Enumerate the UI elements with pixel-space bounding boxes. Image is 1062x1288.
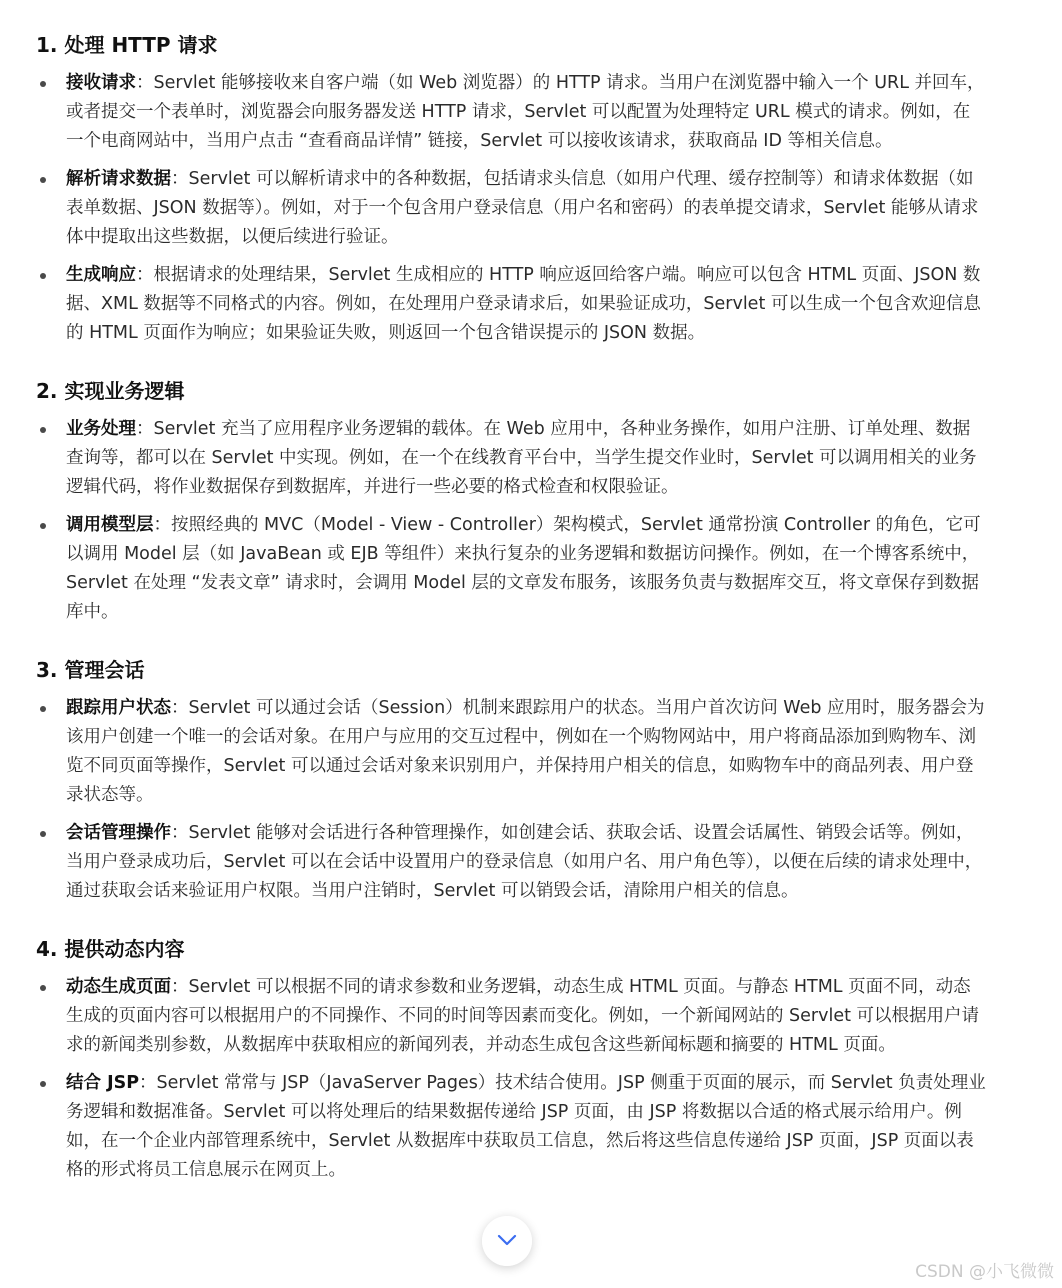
section-title: 4. 提供动态内容 bbox=[36, 937, 185, 961]
item-text: Servlet 可以通过会话（Session）机制来跟踪用户的状态。当用户首次访问 Web 应用时，服务器会为该用户创建一个唯一的会话对象。在用户与应用的交互过程中，例如在一个购物网站中，用户将商品添加到购物车、浏览不同页面等操作，Servlet 可以通过会话对象来识别用户，并保持用户相关的信息，如购物车中的商品列表、用户登录状态等。 bbox=[66, 698, 985, 805]
item-label: 调用模型层 bbox=[66, 515, 154, 535]
item-label: 跟踪用户状态 bbox=[66, 698, 171, 718]
list-item bbox=[36, 819, 986, 906]
item-label: 接收请求 bbox=[66, 73, 136, 93]
item-text: Servlet 可以根据不同的请求参数和业务逻辑，动态生成 HTML 页面。与静态 HTML 页面不同，动态生成的页面内容可以根据用户的不同操作、不同的时间等因素而变化。例如，一个新闻网站的 Servlet 可以根据用户请求的新闻类别参数，从数据库中获取相应的新闻列表，并动态生成包含这些新闻标题和摘要的 HTML 页面。 bbox=[66, 977, 980, 1055]
section-business-logic bbox=[36, 376, 986, 627]
item-separator: ： bbox=[171, 977, 189, 997]
item-text: Servlet 能够接收来自客户端（如 Web 浏览器）的 HTTP 请求。当用户在浏览器中输入一个 URL 并回车，或者提交一个表单时，浏览器会向服务器发送 HTTP 请求，Servlet 可以配置为处理特定 URL 模式的请求。例如，在一个电商网站中，当用户点击 “查看商品详情” 链接，Servlet 可以接收该请求，获取商品 ID 等相关信息。 bbox=[66, 73, 985, 151]
section-dynamic-content bbox=[36, 934, 986, 1185]
item-label: 生成响应 bbox=[66, 265, 136, 285]
item-separator: ： bbox=[171, 169, 189, 189]
item-text: Servlet 能够对会话进行各种管理操作，如创建会话、获取会话、设置会话属性、销毁会话等。例如，当用户登录成功后，Servlet 可以在会话中设置用户的登录信息（如用户名、用户角色等），以便在后续的请求处理中，通过获取会话来验证用户权限。当用户注销时，Servlet 可以销毁会话，清除用户相关的信息。 bbox=[66, 823, 983, 901]
item-separator: ： bbox=[136, 265, 154, 285]
item-separator: ： bbox=[153, 515, 171, 535]
item-text: 按照经典的 MVC（Model - View - Controller）架构模式，Servlet 通常扮演 Controller 的角色，它可以调用 Model 层（如 JavaBean 或 EJB 等组件）来执行复杂的业务逻辑和数据访问操作。例如，在一个博客系统中，Servlet 在处理 “发表文章” 请求时，会调用 Model 层的文章发布服务，该服务负责与数据库交互，将文章保存到数据库中。 bbox=[66, 515, 981, 622]
list-item bbox=[36, 694, 986, 810]
section-title: 2. 实现业务逻辑 bbox=[36, 379, 185, 403]
item-separator: ： bbox=[139, 1073, 157, 1093]
item-label: 会话管理操作 bbox=[66, 823, 171, 843]
scroll-down-button[interactable] bbox=[482, 1216, 532, 1266]
bullet-list bbox=[36, 69, 986, 348]
item-text: Servlet 常常与 JSP（JavaServer Pages）技术结合使用。JSP 侧重于页面的展示，而 Servlet 负责处理业务逻辑和数据准备。Servlet 可以将处理后的结果数据传递给 JSP 页面，由 JSP 将数据以合适的格式展示给用户。例如，在一个企业内部管理系统中，Servlet 从数据库中获取员工信息，然后将这些信息传递给 JSP 页面，JSP 页面以表格的形式将员工信息展示在网页上。 bbox=[66, 1073, 986, 1180]
item-separator: ： bbox=[171, 698, 189, 718]
item-separator: ： bbox=[171, 823, 189, 843]
section-title: 3. 管理会话 bbox=[36, 658, 145, 682]
list-item bbox=[36, 165, 986, 252]
item-text: Servlet 可以解析请求中的各种数据，包括请求头信息（如用户代理、缓存控制等）和请求体数据（如表单数据、JSON 数据等）。例如，对于一个包含用户登录信息（用户名和密码）的表单提交请求，Servlet 能够从请求体中提取出这些数据，以便后续进行验证。 bbox=[66, 169, 979, 247]
item-label: 结合 JSP bbox=[66, 1073, 140, 1093]
list-item bbox=[36, 973, 986, 1060]
section-http bbox=[36, 30, 986, 348]
list-item bbox=[36, 415, 986, 502]
list-item bbox=[36, 69, 986, 156]
section-title: 1. 处理 HTTP 请求 bbox=[36, 33, 218, 57]
item-label: 解析请求数据 bbox=[66, 169, 171, 189]
list-item bbox=[36, 261, 986, 348]
chevron-down-icon bbox=[496, 1232, 518, 1251]
watermark: CSDN @小飞微微 bbox=[915, 1262, 1054, 1282]
article-content bbox=[36, 30, 986, 1213]
bullet-list bbox=[36, 415, 986, 627]
item-text: Servlet 充当了应用程序业务逻辑的载体。在 Web 应用中，各种业务操作，如用户注册、订单处理、数据查询等，都可以在 Servlet 中实现。例如，在一个在线教育平台中，当学生提交作业时，Servlet 可以调用相关的业务逻辑代码，将作业数据保存到数据库，并进行一些必要的格式检查和权限验证。 bbox=[66, 419, 977, 497]
item-separator: ： bbox=[136, 419, 154, 439]
item-label: 业务处理 bbox=[66, 419, 136, 439]
section-session bbox=[36, 655, 986, 906]
bullet-list bbox=[36, 973, 986, 1185]
item-label: 动态生成页面 bbox=[66, 977, 171, 997]
list-item bbox=[36, 1069, 986, 1185]
item-separator: ： bbox=[136, 73, 154, 93]
list-item bbox=[36, 511, 986, 627]
item-text: 根据请求的处理结果，Servlet 生成相应的 HTTP 响应返回给客户端。响应可以包含 HTML 页面、JSON 数据、XML 数据等不同格式的内容。例如，在处理用户登录请求后，如果验证成功，Servlet 可以生成一个包含欢迎信息的 HTML 页面作为响应；如果验证失败，则返回一个包含错误提示的 JSON 数据。 bbox=[66, 265, 981, 343]
bullet-list bbox=[36, 694, 986, 906]
